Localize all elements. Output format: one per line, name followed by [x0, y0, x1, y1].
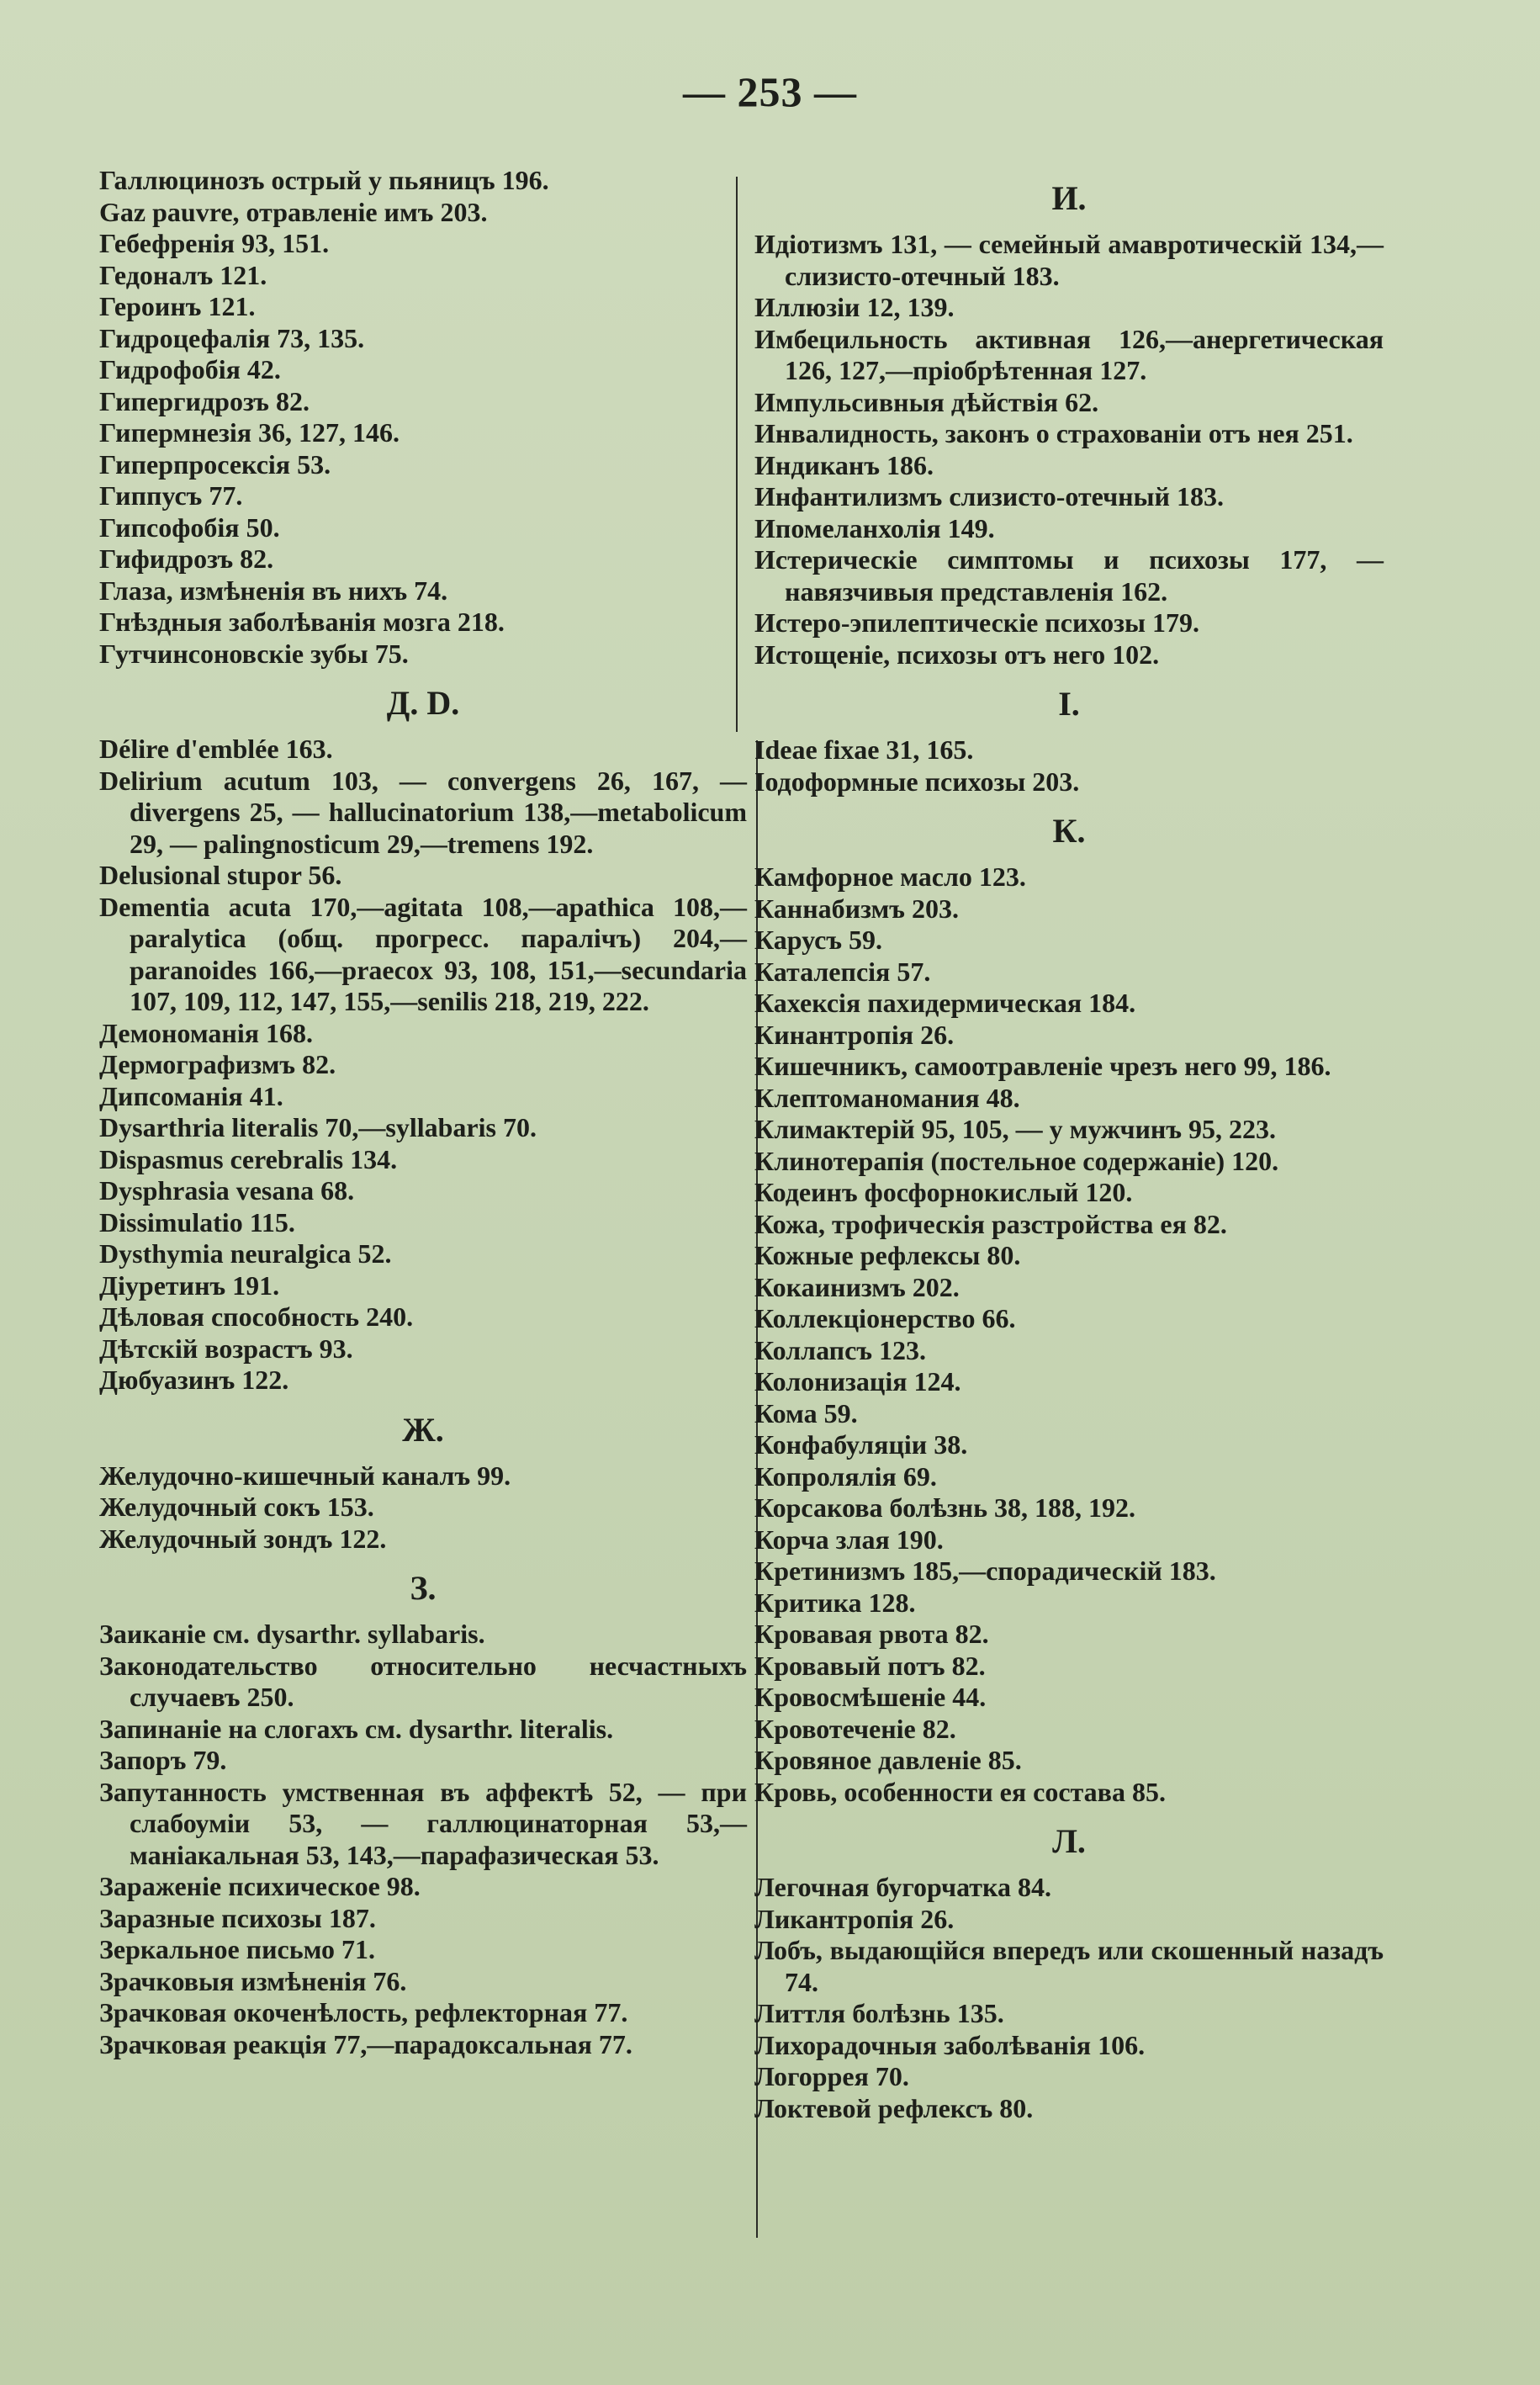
index-entry: Клептоманомания 48.: [754, 1082, 1020, 1113]
index-entry: Dementia acuta 170,—agitata 108,—apathica 108,—paralytica (общ. прогресс. паралічъ) 204,—paranoides 166,—praecox 93, 108, 151,—secundaria 107, 109, 112, 147, 155,—senilis 218, 219, 222.: [99, 891, 747, 1016]
index-entry: Дермографизмъ 82.: [99, 1049, 336, 1079]
index-section: [99, 673, 747, 1397]
index-section: [754, 801, 1384, 1808]
index-entry: Критика 128.: [754, 1587, 916, 1618]
index-entry: Гипсофобія 50.: [99, 511, 280, 543]
section-letter: Л.: [1052, 1822, 1086, 1860]
index-entry: Dissimulatio 115.: [99, 1206, 295, 1238]
index-entry: Кровотеченіе 82.: [754, 1713, 956, 1744]
index-entry: Гнѣздныя заболѣванія мозга 218.: [99, 607, 505, 637]
index-entry: Гебефренія 93, 151.: [99, 228, 330, 258]
index-entry: Зараженіе психическое 98.: [99, 1871, 421, 1901]
index-entry: Истерическіе симптомы и психозы 177, — навязчивыя представленія 162.: [754, 544, 1384, 607]
index-entry: Запоръ 79.: [99, 1745, 227, 1775]
index-entry: Желудочный зондъ 122.: [99, 1523, 387, 1554]
index-entry: Корсакова болѣзнь 38, 188, 192.: [754, 1492, 1136, 1523]
index-entry: Кровавая рвота 82.: [754, 1619, 989, 1649]
index-entry: Колонизація 124.: [754, 1366, 961, 1397]
index-entry: Гутчинсоновскіе зубы 75.: [99, 638, 409, 669]
index-entry: Зрачковая окоченѣлость, рефлекторная 77.: [99, 1997, 628, 2027]
index-entry: Иллюзіи 12, 139.: [754, 292, 955, 322]
index-entry: Идіотизмъ 131, — семейный амавротическій 134,—слизисто-отечный 183.: [754, 229, 1384, 291]
index-entry: Гидроцефалія 73, 135.: [99, 322, 365, 353]
index-entry: Кровавый потъ 82.: [754, 1650, 986, 1681]
index-entry: Гипергидрозъ 82.: [99, 385, 310, 416]
index-entry: Коллапсъ 123.: [754, 1334, 926, 1365]
index-entry: Лобъ, выдающійся впередъ или скошенный назадъ 74.: [754, 1935, 1384, 1997]
index-entry: Гиперпросексія 53.: [99, 448, 331, 480]
index-entry: Заиканіе см. dysarthr. syllabaris.: [99, 1619, 485, 1649]
index-entry: Локтевой рефлексъ 80.: [754, 2092, 1034, 2123]
index-entry: Діуретинъ 191.: [99, 1269, 280, 1301]
index-entry: Литтля болѣзнь 135.: [754, 1998, 1004, 2028]
index-entry: Кома 59.: [754, 1397, 858, 1428]
index-entry: Гифидрозъ 82.: [99, 543, 274, 574]
index-entry: Dysarthria literalis 70,—syllabaris 70.: [99, 1112, 537, 1142]
index-entry: Кокаинизмъ 202.: [754, 1271, 960, 1302]
index-entry: Dysthymia neuralgica 52.: [99, 1238, 392, 1269]
index-entry: Ипомеланхолія 149.: [754, 512, 995, 543]
index-entry: Камфорное масло 123.: [754, 861, 1026, 892]
section-letter: Д. D.: [386, 684, 460, 722]
index-entry: Кровь, особенности ея состава 85.: [754, 1776, 1166, 1807]
index-entry: Кахексія пахидермическая 184.: [754, 988, 1136, 1018]
index-entry: Дипсоманія 41.: [99, 1080, 283, 1111]
index-entry: Delusional stupor 56.: [99, 860, 342, 890]
index-entry: Зеркальное письмо 71.: [99, 1934, 376, 1964]
index-entry: Запинаніе на слогахъ см. dysarthr. literalis.: [99, 1713, 614, 1744]
index-entry: Каталепсія 57.: [754, 956, 931, 987]
index-entry: Импульсивныя дѣйствія 62.: [754, 386, 1099, 417]
index-entry: Имбецильность активная 126,—анергетическая 126, 127,—пріобрѣтенная 127.: [754, 323, 1384, 385]
right-column: [754, 165, 1384, 2124]
index-entry: Индиканъ 186.: [754, 449, 934, 480]
index-entry: Кровяное давленіе 85.: [754, 1745, 1022, 1775]
index-entry: Галлюцинозъ острый у пьяницъ 196.: [99, 165, 549, 195]
index-entry: Délire d'emblée 163.: [99, 734, 333, 764]
index-entry: Инвалидность, законъ о страхованіи отъ нея 251.: [754, 418, 1353, 448]
index-entry: Dispasmus cerebralis 134.: [99, 1143, 398, 1174]
index-entry: Глаза, измѣненія въ нихъ 74.: [99, 575, 448, 606]
index-entry: Ideae fixae 31, 165.: [754, 734, 974, 765]
index-entry: Дѣтскій возрастъ 93.: [99, 1333, 353, 1364]
index-entry: Заразные психозы 187.: [99, 1902, 376, 1933]
index-entry: Dysphrasia vesana 68.: [99, 1175, 355, 1206]
index-entry: Логоррея 70.: [754, 2061, 909, 2091]
index-entry: Каннабизмъ 203.: [754, 893, 959, 924]
section-letter: К.: [1052, 812, 1086, 850]
index-entry: Кровосмѣшеніе 44.: [754, 1682, 987, 1712]
index-entry: Gaz pauvre, отравленіе имъ 203.: [99, 196, 488, 227]
index-entry: Климактерій 95, 105, — у мужчинъ 95, 223.: [754, 1114, 1277, 1144]
index-entry: Копролялія 69.: [754, 1460, 937, 1492]
index-entry: Героинъ 121.: [99, 291, 256, 321]
index-entry: Коллекціонерство 66.: [754, 1303, 1016, 1333]
index-entry: Истощеніе, психозы отъ него 102.: [754, 639, 1160, 670]
index-entry: Дѣловая способность 240.: [99, 1301, 414, 1332]
page-number: — 253 —: [683, 68, 857, 115]
index-section: [754, 674, 1384, 798]
index-entry: Гипермнезія 36, 127, 146.: [99, 417, 400, 448]
index-entry: Легочная бугорчатка 84.: [754, 1872, 1051, 1902]
section-letter: И.: [1051, 179, 1087, 217]
section-letter: Ж.: [402, 1410, 444, 1449]
index-entry: Кожные рефлексы 80.: [754, 1240, 1021, 1270]
index-entry: Клинотерапія (постельное содержаніе) 120.: [754, 1145, 1279, 1176]
section-letter: З.: [410, 1569, 437, 1607]
index-entry: Кишечникъ, самоотравленіе чрезъ него 99, 186.: [754, 1051, 1331, 1081]
index-section: [99, 165, 747, 670]
index-entry: Кинантропія 26.: [754, 1019, 955, 1050]
index-entry: Законодательство относительно несчастныхъ случаевъ 250.: [99, 1650, 747, 1712]
index-section: [754, 168, 1384, 670]
index-section: [99, 1558, 747, 2060]
index-entry: Кодеинъ фосфорнокислый 120.: [754, 1177, 1133, 1207]
section-letter: I.: [1058, 685, 1080, 723]
index-entry: Дюбуазинъ 122.: [99, 1365, 289, 1395]
left-column: [99, 165, 747, 2060]
index-entry: Кретинизмъ 185,—спорадическій 183.: [754, 1556, 1216, 1586]
index-entry: Кожа, трофическія разстройства ея 82.: [754, 1208, 1227, 1239]
index-section: [754, 1811, 1384, 2124]
index-entry: Лихорадочныя заболѣванія 106.: [754, 2029, 1146, 2060]
index-entry: Зрачковыя измѣненія 76.: [99, 1965, 407, 1996]
index-entry: Демономанія 168.: [99, 1017, 314, 1048]
index-entry: Запутанность умственная въ аффектѣ 52, — при слабоуміи 53, — галлюцинаторная 53,—маніакальная 53, 143,—парафазическая 53.: [99, 1776, 747, 1870]
index-entry: Желудочно-кишечный каналъ 99.: [99, 1460, 511, 1491]
index-entry: Желудочный сокъ 153.: [99, 1492, 374, 1522]
index-entry: Инфантилизмъ слизисто-отечный 183.: [754, 481, 1224, 511]
index-entry: Гидрофобія 42.: [99, 354, 281, 384]
index-entry: Корча злая 190.: [754, 1524, 944, 1555]
index-entry: Зрачковая реакція 77,—парадоксальная 77.: [99, 2028, 632, 2059]
index-entry: Гиппусъ 77.: [99, 480, 243, 511]
index-section: [99, 1400, 747, 1556]
index-entry: Истеро-эпилептическіе психозы 179.: [754, 607, 1199, 638]
index-entry: Конфабуляціи 38.: [754, 1429, 968, 1460]
index-entry: Карусъ 59.: [754, 925, 883, 955]
index-entry: Іодоформные психозы 203.: [754, 766, 1080, 797]
index-entry: Delirium acutum 103, — convergens 26, 167, — divergens 25, — hallucinatorium 138,—metabolicum 29, — palingnosticum 29,—tremens 192.: [99, 765, 747, 859]
index-entry: Ликантропія 26.: [754, 1903, 955, 1934]
index-entry: Гедоналъ 121.: [99, 259, 267, 290]
